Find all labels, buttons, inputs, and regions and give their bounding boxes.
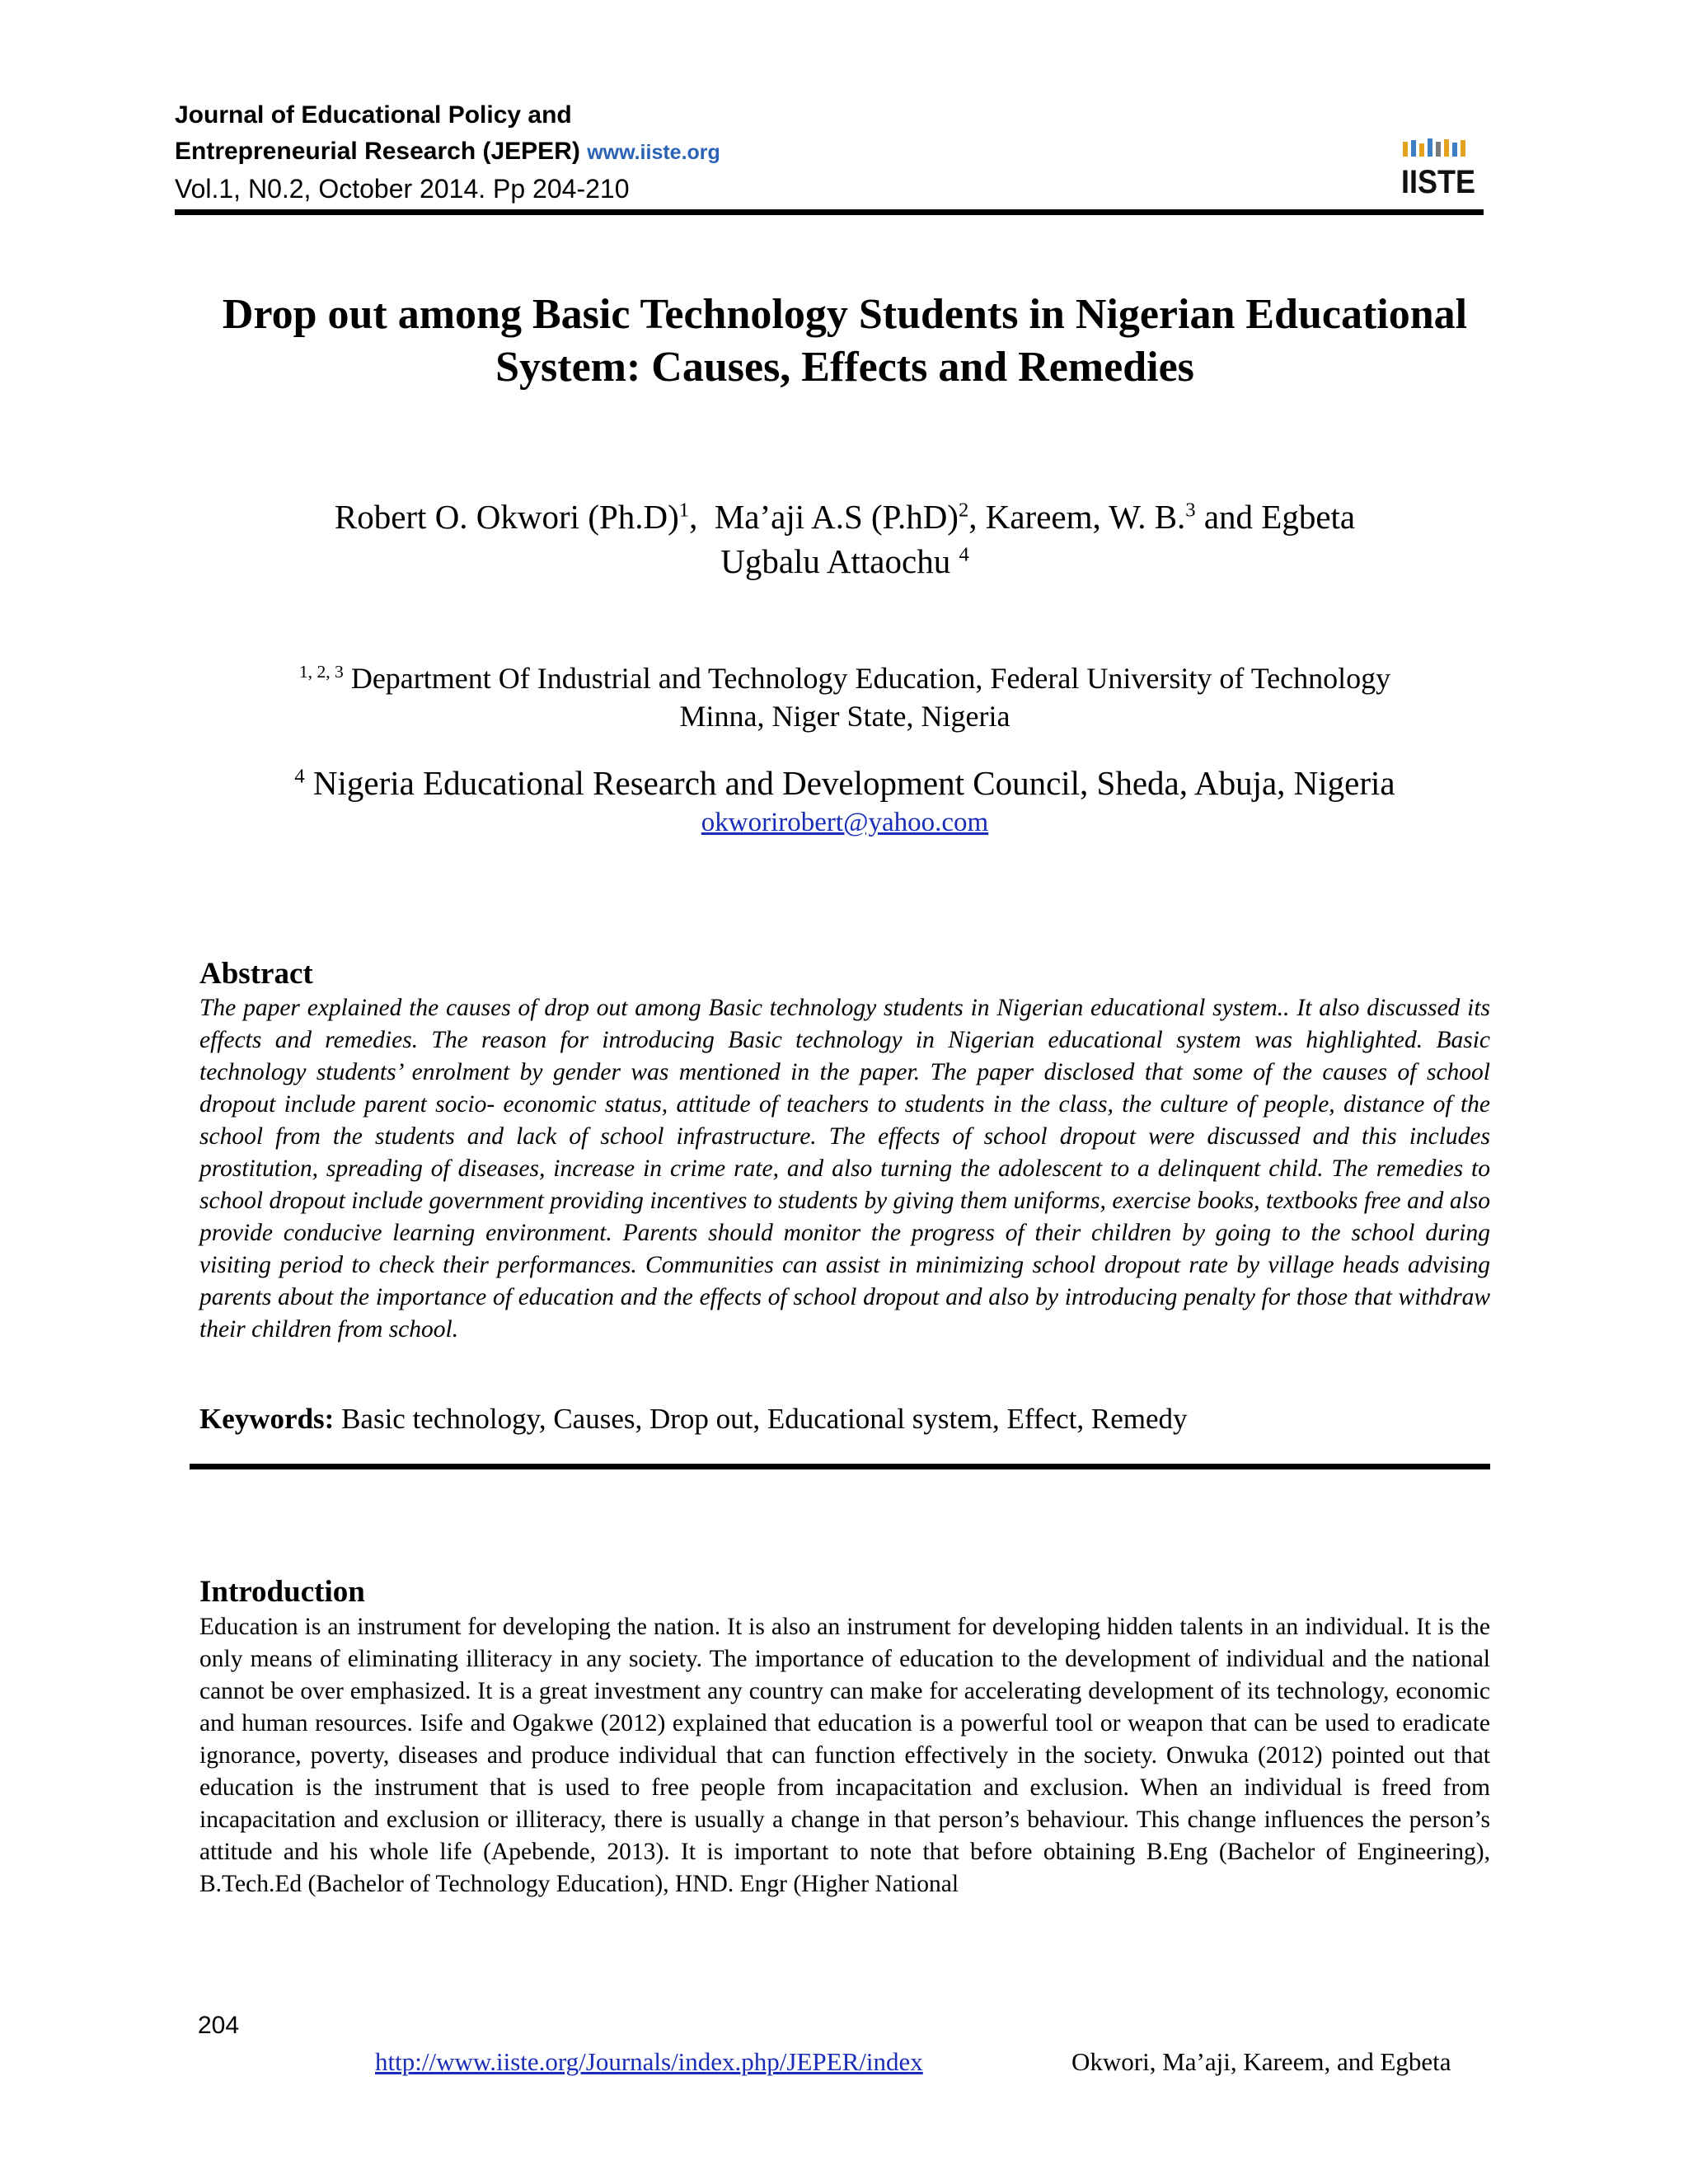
author-separator: and Egbeta: [1195, 498, 1356, 536]
affiliation-2-mark: 4: [294, 765, 305, 788]
author-1-mark: 1: [678, 499, 690, 522]
authors-line-1: [190, 494, 1500, 539]
page-number: 204: [198, 2012, 240, 2039]
journal-volume: Vol.1, N0.2, October 2014. Pp 204-210: [175, 174, 630, 204]
header-divider: [175, 209, 1484, 215]
affiliation-1-line-1: [190, 659, 1500, 697]
author-separator: ,: [689, 498, 715, 536]
affiliation-2: [190, 762, 1500, 804]
author-separator: ,: [968, 498, 986, 536]
journal-name-line1: Journal of Educational Policy and: [175, 101, 572, 129]
introduction-text: Education is an instrument for developing the nation. It is also an instrument for developing hidden talents in an individual. It is the only means of eliminating illiteracy in any society. The importance of education to the development of individual and the national cannot be over emphasized. It is a great investment any country can make for accelerating development of its technology, economic and human resources. Isife and Ogakwe (2012) explained that education is a powerful tool or weapon that can be used to eradicate ignorance, poverty, diseases and produce individual that can function effectively in the society. Onwuka (2012) pointed out that education is the instrument that is used to free people from incapacitation and exclusion. When an individual is freed from incapacitation and exclusion or illiteracy, there is usually a change in that person’s behaviour. This change influences the person’s attitude and his whole life (Apebende, 2013). It is important to note that before obtaining B.Eng (Bachelor of Engineering), B.Tech.Ed (Bachelor of Technology Education), HND. Engr (Higher National: [199, 1614, 1490, 1897]
author-2: Ma’aji A.S (P.hD): [714, 498, 959, 536]
email-link[interactable]: okworirobert@yahoo.com: [701, 808, 989, 837]
affiliation-1-mark: 1, 2, 3: [298, 662, 344, 682]
journal-name-line2: [175, 134, 1484, 171]
author-list: [190, 494, 1500, 583]
footer-authors: Okwori, Ma’aji, Kareem, and Egbeta: [1071, 2047, 1451, 2076]
journal-site-link[interactable]: www.iiste.org: [587, 141, 720, 164]
paper-title: [190, 288, 1500, 394]
journal-name-text: Entrepreneurial Research (JEPER): [175, 138, 580, 165]
keywords: [199, 1401, 1490, 1437]
contact-email: [190, 805, 1500, 840]
author-2-mark: 2: [958, 499, 969, 522]
title-line-1: Drop out among Basic Technology Students in Nigerian Educational: [222, 291, 1468, 338]
abstract-heading: Abstract: [199, 957, 313, 991]
affiliation-1: [190, 659, 1500, 735]
author-4-mark: 4: [959, 543, 969, 566]
title-line-2: System: Causes, Effects and Remedies: [495, 344, 1194, 391]
authors-line-2: [190, 539, 1500, 583]
keywords-text: Basic technology, Causes, Drop out, Educational system, Effect, Remedy: [334, 1403, 1188, 1435]
iiste-logo-icon: [1401, 138, 1477, 198]
footer-url: [375, 2046, 923, 2079]
introduction-heading: Introduction: [199, 1575, 365, 1609]
keywords-label: Keywords:: [199, 1403, 335, 1435]
author-3-mark: 3: [1185, 499, 1196, 522]
affiliation-1-text: Department Of Industrial and Technology Education, Federal University of Technology: [343, 662, 1391, 695]
author-4: Ugbalu Attaochu: [720, 542, 959, 580]
logo-wordmark: IISTE: [1401, 164, 1475, 198]
journal-header: [175, 97, 1484, 214]
journal-index-link[interactable]: http://www.iiste.org/Journals/index.php/JEPER/index: [375, 2047, 923, 2076]
affiliation-2-text: Nigeria Educational Research and Development Council, Sheda, Abuja, Nigeria: [304, 764, 1395, 802]
author-3: Kareem, W. B.: [985, 498, 1186, 536]
author-1: Robert O. Okwori (Ph.D): [334, 498, 679, 536]
keywords-divider: [190, 1464, 1490, 1469]
affiliation-1-line-2: Minna, Niger State, Nigeria: [679, 700, 1010, 733]
abstract-text: The paper explained the causes of drop out among Basic technology students in Nigerian educational system.. It also discussed its effects and remedies. The reason for introducing Basic technology in Nigerian educational system was highlighted. Basic technology students’ enrolment by gender was mentioned in the paper. The paper disclosed that some of the causes of school dropout include parent socio- economic status, attitude of teachers to students in the class, the culture of people, distance of the school from the students and lack of school infrastructure. The effects of school dropout were discussed and this includes prostitution, spreading of diseases, increase in crime rate, and also turning the adolescent to a delinquent child. The remedies to school dropout include government providing incentives to students by giving them uniforms, exercise books, textbooks free and also provide conducive learning environment. Parents should monitor the progress of their children by going to the school during visiting period to check their performances. Communities can assist in minimizing school dropout rate by village heads advising parents about the importance of education and the effects of school dropout and also by introducing penalty for those that withdraw their children from school.: [199, 995, 1490, 1343]
